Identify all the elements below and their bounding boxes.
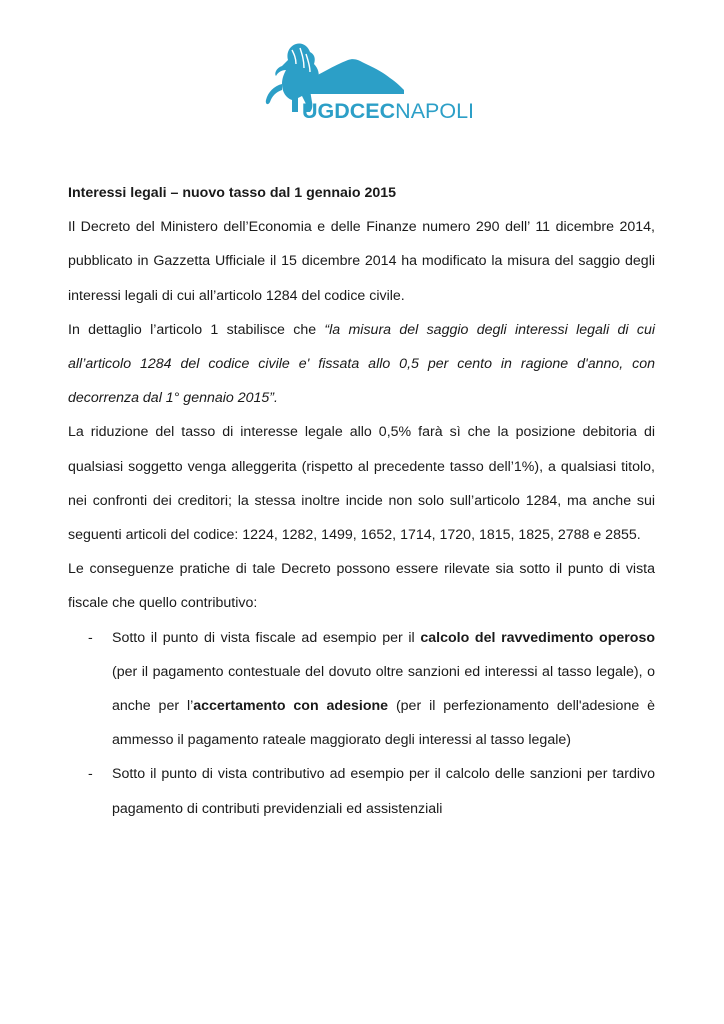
lion-vesuvius-icon (262, 40, 475, 124)
dash-bullet: - (88, 629, 93, 646)
consequences-list (68, 621, 655, 826)
article-lead-text: In dettaglio l’articolo 1 stabilisce che (68, 321, 325, 338)
paragraph-rate-reduction: La riduzione del tasso di interesse legale allo 0,5% farà sì che la posizione debitoria di qualsiasi soggetto venga alleggerita (rispetto al precedente tasso dell’1%), a qualsiasi titolo, nei confronti dei creditori; la stessa inoltre incide non solo sull’articolo 1284, ma anche sui seguenti articoli del codice: 1224, 1282, 1499, 1652, 1714, 1720, 1815, 1825, 2788 e 2855. (68, 424, 655, 544)
list-item-contributive (68, 757, 655, 825)
logo-text-bold: UGDCEC (302, 99, 396, 123)
paragraph-consequences: Le conseguenze pratiche di tale Decreto possono essere rilevate sia sotto il punto di vista fiscale che quello contributivo: (68, 561, 655, 612)
ugdcec-napoli-logo (262, 40, 475, 124)
ravvedimento-operoso-text: calcolo del ravvedimento operoso (420, 629, 655, 646)
fiscal-mid-text: (per il pagamento contestuale del dovuto oltre sanzioni ed interessi al tasso legale), o anche per l’ (112, 663, 655, 715)
paragraph-article-detail (68, 313, 655, 416)
svg-text:UGDCECNAPOLI (302, 99, 474, 123)
dash-bullet: - (88, 766, 93, 783)
article-quote: “la misura del saggio degli interessi legali di cui all’articolo 1284 del codice civile e' fissata allo 0,5 per cento in ragione d'anno, con decorrenza dal 1° gennaio 2015”. (68, 321, 655, 407)
paragraph-decree: Il Decreto del Ministero dell’Economia e delle Finanze numero 290 dell’ 11 dicembre 2014, pubblicato in Gazzetta Ufficiale il 15 dicembre 2014 ha modificato la misura del saggio degli interessi legali di cui all’articolo 1284 del codice civile. (68, 219, 655, 304)
logo-text-light: NAPOLI (395, 99, 475, 123)
document-title: Interessi legali – nuovo tasso dal 1 gennaio 2015 (68, 185, 397, 201)
document-body (68, 176, 655, 826)
fiscal-post-text: (per il perfezionamento dell'adesione è ammesso il pagamento rateale maggiorato degli interessi al tasso legale) (112, 698, 656, 749)
accertamento-adesione-text: accertamento con adesione (193, 698, 389, 715)
contributive-text: Sotto il punto di vista contributivo ad esempio per il calcolo delle sanzioni per tardivo pagamento di contributi previdenziali ed assistenziali (112, 766, 655, 817)
list-item-fiscal (68, 621, 655, 758)
fiscal-pre-text: Sotto il punto di vista fiscale ad esempio per il (112, 629, 421, 646)
